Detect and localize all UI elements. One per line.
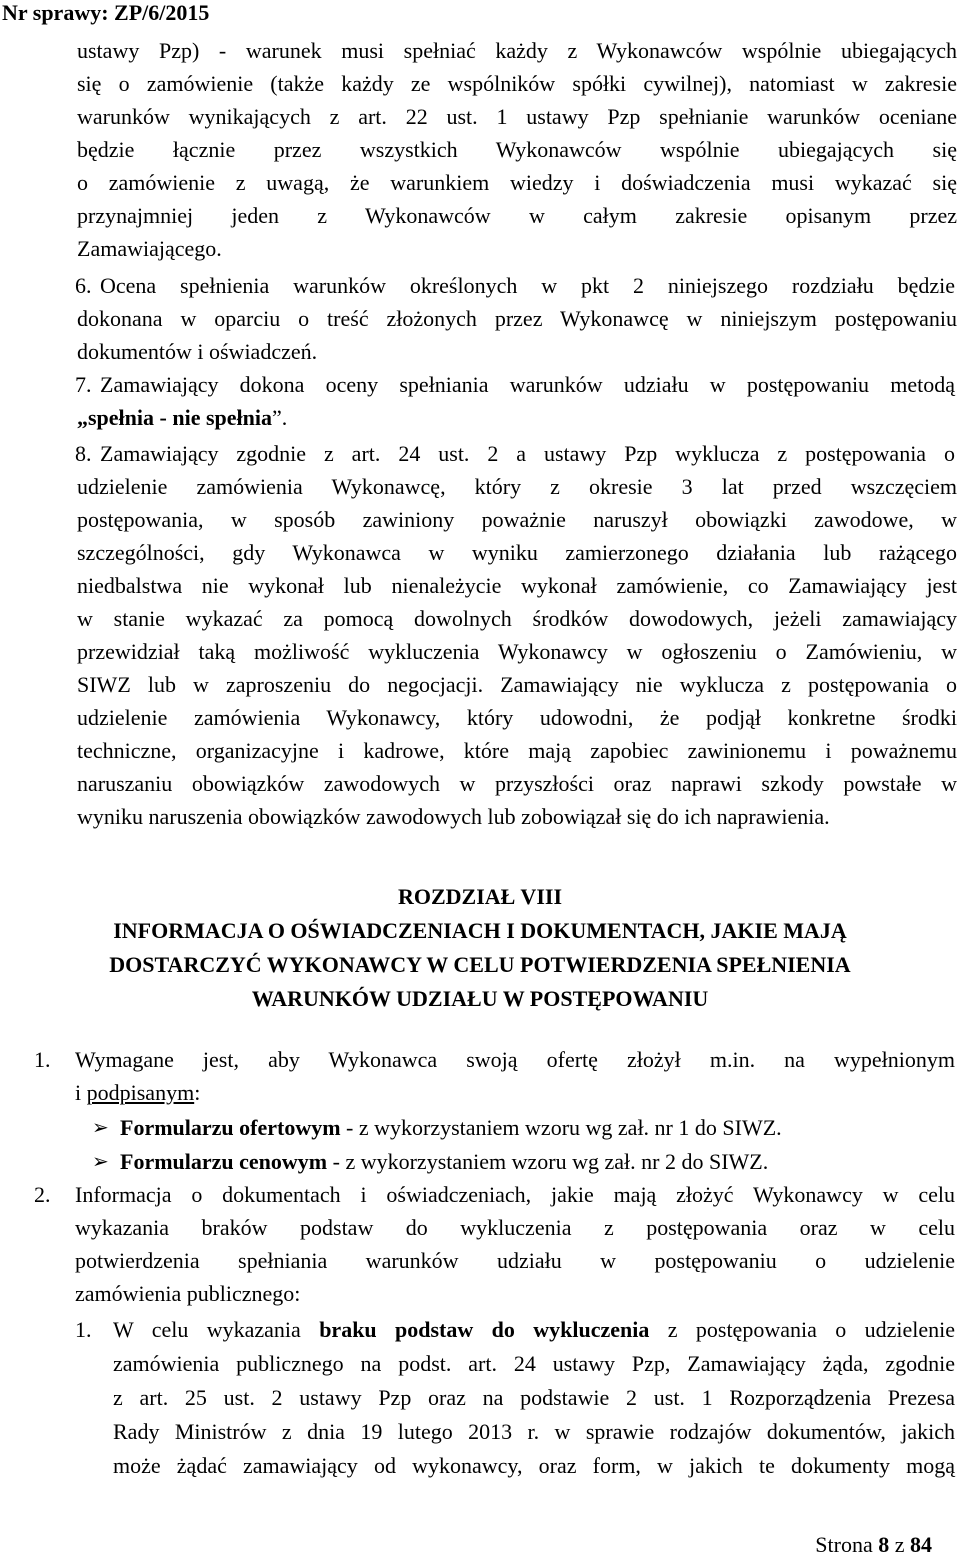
text-line: z art. 25 ust. 2 ustawy Pzp oraz na podstawie 2 ust. 1 Rozporządzenia Prezesa — [113, 1385, 955, 1410]
text-line: warunków wynikających z art. 22 ust. 1 ustawy Pzp spełnianie warunków oceniane — [77, 104, 957, 129]
text-line: będzie łącznie przez wszystkich Wykonawców wspólnie ubiegających się — [77, 137, 957, 162]
text-line: naruszaniu obowiązków zawodowych w przyszłości oraz naprawi szkody powstałe w — [77, 771, 957, 796]
method-bold: „spełnia - nie spełnia — [77, 405, 272, 430]
text-line: szczególności, gdy Wykonawca w wyniku zamierzonego działania lub rażącego — [77, 540, 957, 565]
chapter-heading-line: DOSTARCZYĆ WYKONAWCY W CELU POTWIERDZENIA SPEŁNIENIA — [109, 952, 851, 977]
item-number: 6. — [75, 273, 92, 298]
text-fragment: - z wykorzystaniem wzoru wg zał. nr 1 do SIWZ. — [340, 1115, 782, 1140]
chapter-heading-line: WARUNKÓW UDZIAŁU W POSTĘPOWANIU — [251, 986, 709, 1011]
arrow-bullet-icon: ➢ — [92, 1117, 109, 1139]
item-number: 8. — [75, 441, 92, 466]
text-line: SIWZ lub w zaproszeniu do negocjacji. Zamawiający nie wyklucza z postępowania o — [77, 672, 957, 697]
current-page: 8 — [878, 1532, 890, 1557]
page-footer — [815, 1532, 932, 1558]
total-pages: 84 — [910, 1532, 932, 1557]
text-line: zamówienia publicznego na podst. art. 24 ustawy Pzp, Zamawiający żąda, zgodnie — [113, 1351, 955, 1376]
text-line: dokumentów i oświadczeń. — [77, 339, 318, 364]
text-line: wykazania braków podstaw do wykluczenia z postępowania oraz w celu — [75, 1215, 955, 1240]
bullet-bold: Formularzu ofertowym — [120, 1115, 341, 1140]
text-line: niedbalstwa nie wykonał lub nienależycie wykonał zamówienie, co Zamawiający jest — [77, 573, 957, 598]
text-line — [77, 404, 957, 432]
text-line: udzielenie zamówienia Wykonawcę, który z okresie 3 lat przed wszczęciem — [77, 474, 957, 499]
footer-mid: z — [889, 1532, 910, 1557]
text-line — [75, 1079, 955, 1107]
text-line: o zamówienie z uwagą, że warunkiem wiedzy i doświadczenia musi wykazać się — [77, 170, 957, 195]
text-line: Zamawiający zgodnie z art. 24 ust. 2 a ustawy Pzp wyklucza z postępowania o — [100, 441, 955, 466]
text-line: zamówienia publicznego: — [75, 1281, 301, 1306]
exclusion-bold: braku podstaw do wykluczenia — [319, 1317, 650, 1342]
text-line: Zamawiającego. — [77, 236, 222, 261]
chapter-title: ROZDZIAŁ VIII — [397, 884, 563, 909]
text-fragment: : — [194, 1080, 201, 1105]
text-line: Zamawiający dokona oceny spełniania warunków udziału w postępowaniu metodą — [100, 372, 955, 397]
text-line: Wymagane jest, aby Wykonawca swoją ofertę złożył m.in. na wypełnionym — [75, 1047, 955, 1072]
text-fragment: - z wykorzystaniem wzoru wg zał. nr 2 do SIWZ. — [327, 1149, 769, 1174]
text-line: Rady Ministrów z dnia 19 lutego 2013 r. w sprawie rodzajów dokumentów, jakich — [113, 1419, 955, 1444]
item-number: 2. — [34, 1182, 51, 1207]
list-item — [120, 1148, 955, 1176]
text-line: techniczne, organizacyjne i kadrowe, które mają zapobiec zawinionemu i poważnemu — [77, 738, 957, 763]
text-line: ustawy Pzp) - warunek musi spełniać każdy z Wykonawców wspólnie ubiegających — [77, 38, 957, 63]
text-line: Informacja o dokumentach i oświadczeniach, jakie mają złożyć Wykonawcy w celu — [75, 1182, 955, 1207]
footer-prefix: Strona — [815, 1532, 879, 1557]
bullet-bold: Formularzu cenowym — [120, 1149, 328, 1174]
item-number: 7. — [75, 372, 92, 397]
text-line: potwierdzenia spełniania warunków udziału w postępowaniu o udzielenie — [75, 1248, 955, 1273]
item-number: 1. — [75, 1317, 92, 1342]
text-line: postępowania, w sposób zawiniony poważnie naruszył obowiązki zawodowe, w — [77, 507, 957, 532]
text-fragment: ”. — [271, 405, 288, 430]
text-fragment: i — [75, 1080, 87, 1105]
text-line: się o zamówienie (także każdy ze wspólników spółki cywilnej), natomiast w zakresie — [77, 71, 957, 96]
underlined-text: podpisanym — [86, 1080, 195, 1105]
item-number: 1. — [34, 1047, 51, 1072]
text-line: przynajmniej jeden z Wykonawców w całym zakresie opisanym przez — [77, 203, 957, 228]
text-fragment: W celu wykazania — [113, 1317, 320, 1342]
text-line — [113, 1316, 955, 1344]
text-line: w stanie wykazać za pomocą dowolnych środków dowodowych, jeżeli zamawiający — [77, 606, 957, 631]
text-line: Ocena spełnienia warunków określonych w pkt 2 niniejszego rozdziału będzie — [100, 273, 955, 298]
text-line: może żądać zamawiający od wykonawcy, oraz form, w jakich te dokumenty mogą — [113, 1453, 955, 1478]
chapter-heading-line: INFORMACJA O OŚWIADCZENIACH I DOKUMENTACH, JAKIE MAJĄ — [113, 918, 847, 943]
list-item — [120, 1114, 955, 1142]
text-line: dokonana w oparciu o treść złożonych przez Wykonawcę w niniejszym postępowaniu — [77, 306, 957, 331]
page-header: Nr sprawy: ZP/6/2015 — [2, 0, 210, 25]
text-line: wyniku naruszenia obowiązków zawodowych lub zobowiązał się do ich naprawienia. — [77, 804, 830, 829]
text-fragment: z postępowania o udzielenie — [649, 1317, 955, 1342]
arrow-bullet-icon: ➢ — [92, 1151, 109, 1173]
text-line: przewidział taką możliwość wykluczenia Wykonawcy w ogłoszeniu o Zamówieniu, w — [77, 639, 957, 664]
text-line: udzielenie zamówienia Wykonawcy, który udowodni, że podjął konkretne środki — [77, 705, 957, 730]
